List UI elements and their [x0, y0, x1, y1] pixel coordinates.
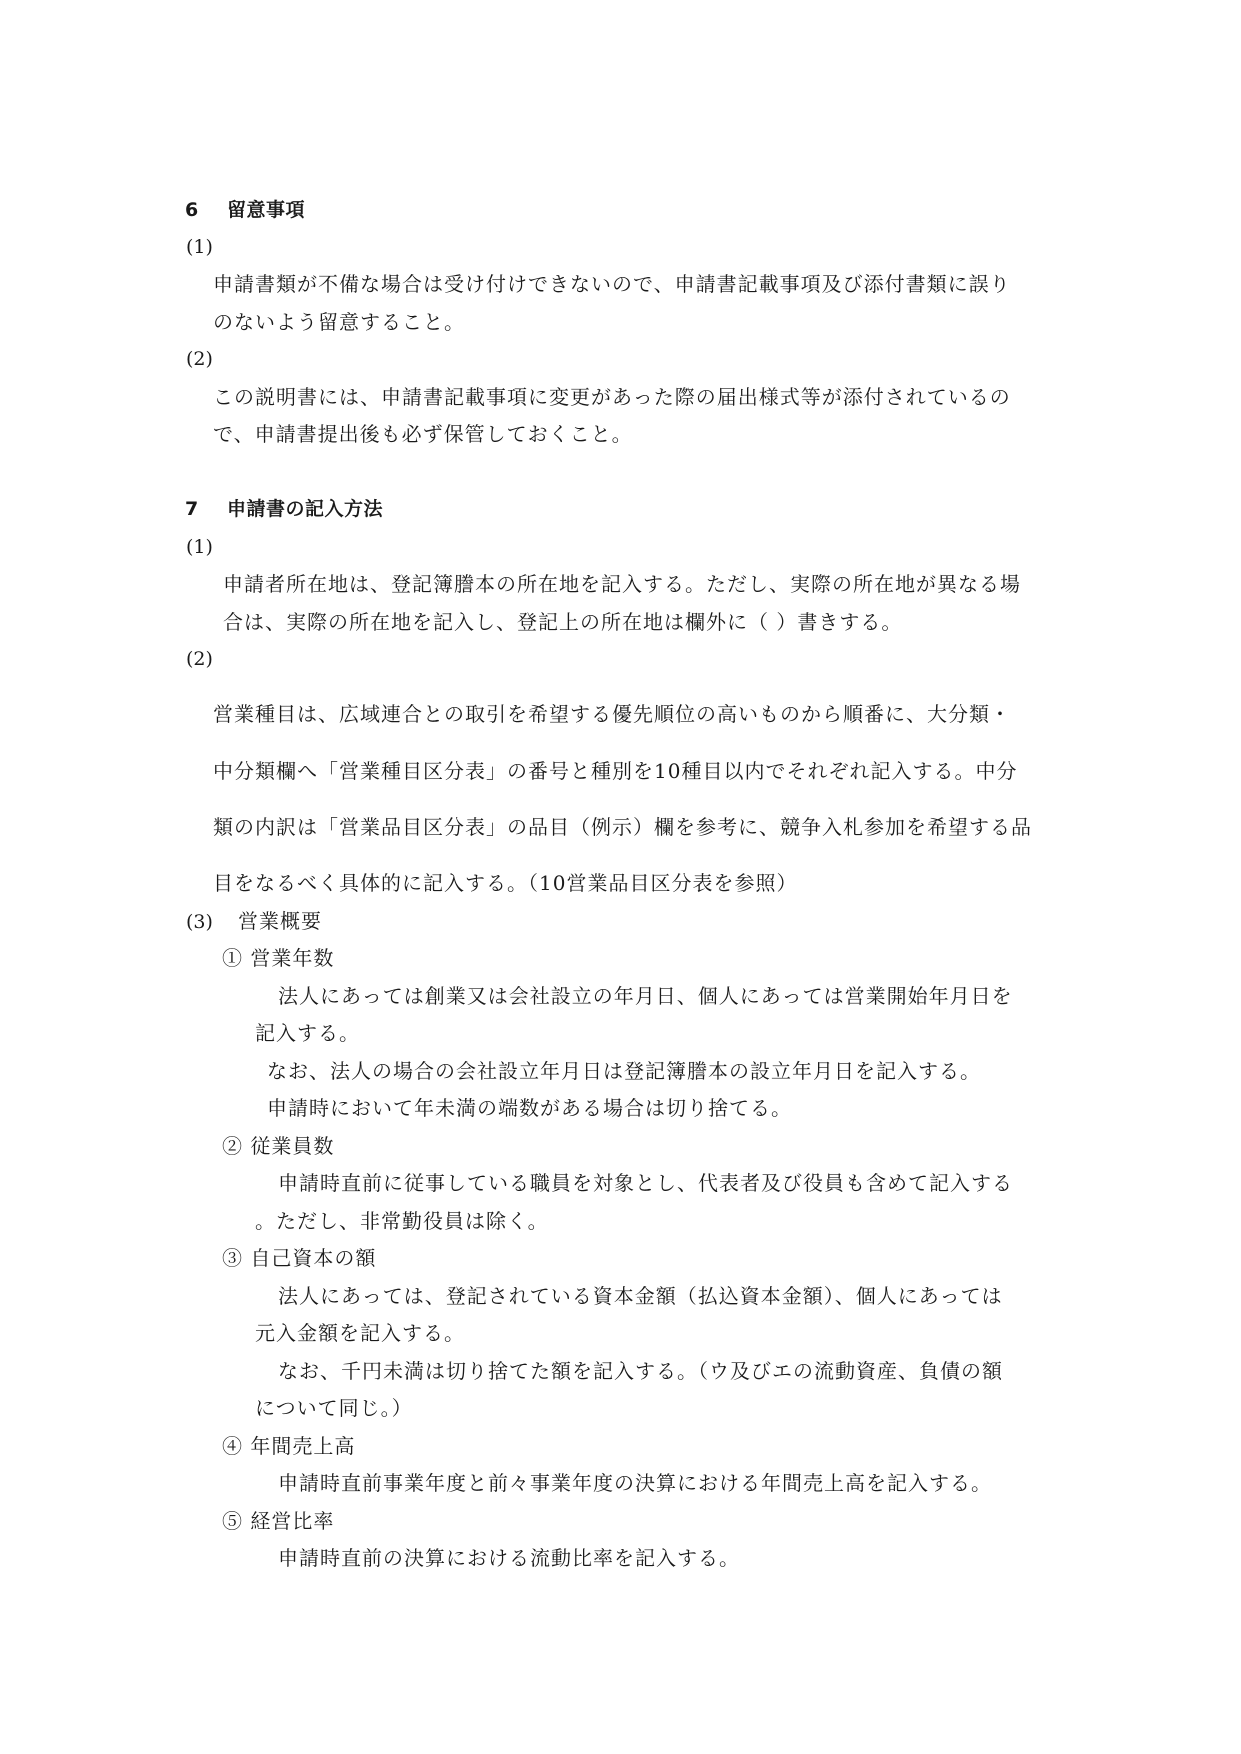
subitem-1-line-1: 法人にあっては創業又は会社設立の年月日、個人にあっては営業開始年月日を: [278, 984, 1013, 1008]
subitem-5-line-1: 申請時直前の決算における流動比率を記入する。: [278, 1546, 740, 1570]
subitem-2-line-1: 申請時直前に従事している職員を対象とし、代表者及び役員も含めて記入する: [278, 1171, 1013, 1195]
subitem-4-label: ④ 年間売上高: [222, 1434, 356, 1458]
subitem-3-line-1: 法人にあっては、登記されている資本金額（払込資本金額）、個人にあっては: [278, 1284, 1003, 1308]
section-7-number: 7: [185, 498, 199, 520]
section-6-item-2-line-1: この説明書には、申請書記載事項に変更があった際の届出様式等が添付されているの: [213, 385, 1011, 409]
section-6-item-1-line-1: 申請書類が不備な場合は受け付けできないので、申請書記載事項及び添付書類に誤り: [213, 272, 1011, 296]
section-7-item-2-line-3: 類の内訳は「営業品目区分表」の品目（例示）欄を参考に、競争入札参加を希望する品: [213, 815, 1032, 839]
section-6-item-1-line-2: のないよう留意すること。: [213, 310, 465, 334]
subitem-2-label: ② 従業員数: [222, 1134, 335, 1158]
section-6-heading: [185, 198, 305, 222]
subitem-3-line-4: について同じ。）: [255, 1396, 413, 1420]
section-7-item-1-marker: (1): [186, 536, 213, 558]
subitem-1-line-4: 申請時において年未満の端数がある場合は切り捨てる。: [267, 1096, 792, 1120]
section-6-item-2-line-2: で、申請書提出後も必ず保管しておくこと。: [213, 422, 633, 446]
section-7-item-1-line-2: 合は、実際の所在地を記入し、登記上の所在地は欄外に（ ）書きする。: [223, 610, 903, 634]
section-7-heading: [185, 497, 383, 521]
section-7-item-3-marker: (3): [186, 911, 213, 933]
section-7-item-3-heading: [186, 909, 322, 934]
subitem-1-line-2: 記入する。: [255, 1021, 360, 1045]
subitem-2-line-2: 。ただし、非常勤役員は除く。: [255, 1209, 549, 1233]
subitem-3-label: ③ 自己資本の額: [222, 1246, 377, 1270]
section-7-item-1-line-1: 申請者所在地は、登記簿謄本の所在地を記入する。ただし、実際の所在地が異なる場: [223, 572, 1021, 596]
subitem-1-label: ① 営業年数: [222, 946, 335, 970]
section-7-item-2-line-2: 中分類欄へ「営業種目区分表」の番号と種別を10種目以内でそれぞれ記入する。中分: [213, 759, 1018, 783]
subitem-5-label: ⑤ 経営比率: [222, 1509, 335, 1533]
section-7-item-2-line-4: 目をなるべく具体的に記入する。（10営業品目区分表を参照）: [213, 871, 798, 895]
subitem-1-line-3: なお、法人の場合の会社設立年月日は登記簿謄本の設立年月日を記入する。: [267, 1059, 981, 1083]
subitem-3-line-2: 元入金額を記入する。: [255, 1321, 465, 1345]
section-7-item-2-line-1: 営業種目は、広域連合との取引を希望する優先順位の高いものから順番に、大分類・: [213, 702, 1011, 726]
subitem-4-line-1: 申請時直前事業年度と前々事業年度の決算における年間売上高を記入する。: [278, 1471, 992, 1495]
section-7-item-3-title: 営業概要: [238, 909, 322, 933]
section-7-item-2-marker: (2): [186, 648, 213, 670]
section-6-number: 6: [185, 199, 199, 221]
subitem-3-line-3: なお、千円未満は切り捨てた額を記入する。（ウ及びエの流動資産、負債の額: [278, 1359, 1003, 1383]
section-6-item-1-marker: (1): [186, 236, 213, 258]
section-7-title: 申請書の記入方法: [227, 498, 384, 520]
section-6-item-2-marker: (2): [186, 348, 213, 370]
section-6-title: 留意事項: [227, 199, 306, 221]
